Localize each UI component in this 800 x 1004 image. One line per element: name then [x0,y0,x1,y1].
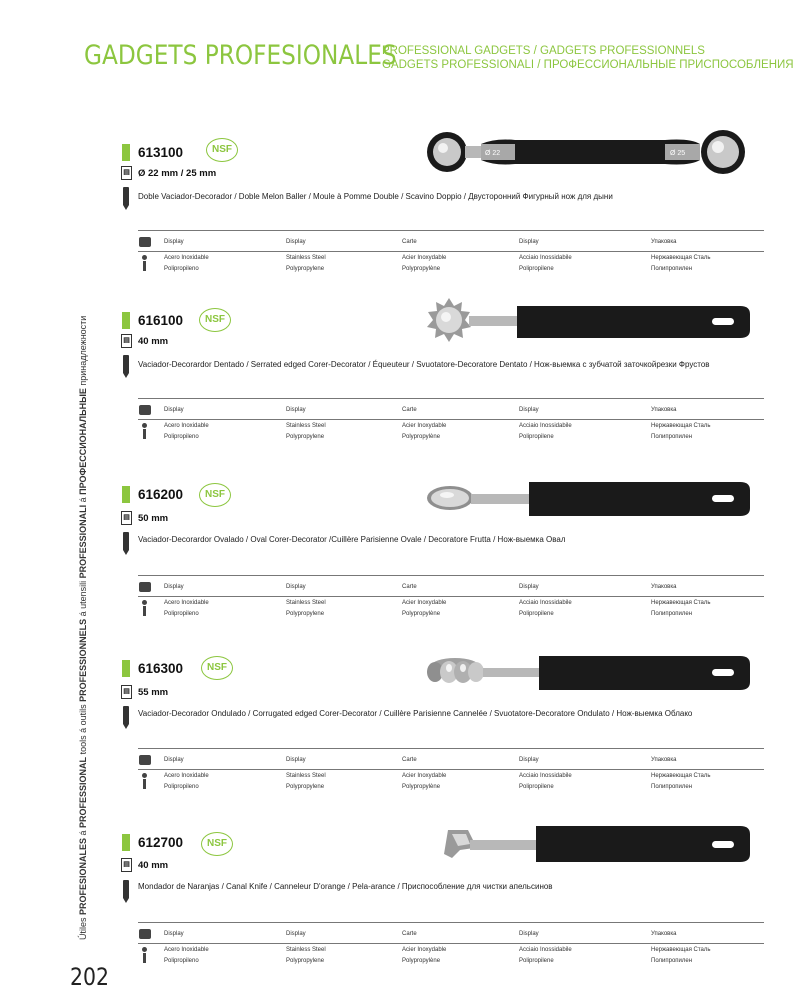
material-cell: Stainless Steel [286,255,326,261]
material-cell: Polypropylène [402,611,441,617]
product-description: Vaciador-Decorardor Ovalado / Oval Corer-Decorator /Cuillère Parisienne Ovale / Decoratore Frutta / Нож-выемка Овал [138,535,566,544]
material-cell: Нержавеющая Сталь [651,773,711,779]
table-divider [138,575,764,576]
table-divider [138,922,764,923]
packaging-cell: Display [286,757,306,763]
material-cell: Acier Inoxydable [402,773,447,779]
table-divider [138,943,764,944]
page-title: GADGETS PROFESIONALES [84,40,397,71]
packaging-cell: Display [164,407,184,413]
table-divider [138,398,764,399]
accent-bar [122,660,130,677]
pencil-icon [123,187,129,205]
product-code: 613100 [138,145,184,160]
product-dimension: 40 mm [138,860,169,871]
material-cell: Acciaio Inossidabile [519,423,572,429]
table-divider [138,748,764,749]
packaging-cell: Display [164,757,184,763]
product-code: 616200 [138,487,184,502]
material-cell: Acero Inoxidable [164,773,209,779]
material-cell: Нержавеющая Сталь [651,255,711,261]
material-icon [142,255,147,271]
nsf-badge: NSF [199,483,231,507]
nsf-badge: NSF [206,138,238,162]
material-icon [142,773,147,789]
packaging-cell: Carte [402,757,417,763]
canal-knife-image [440,820,755,870]
packaging-cell: Display [519,407,539,413]
packaging-cell: Display [519,757,539,763]
product-code: 616100 [138,313,184,328]
material-cell: Полипропилен [651,784,693,790]
side-text-bold: PROFESIONALES [78,837,88,915]
material-cell: Stainless Steel [286,600,326,606]
table-divider [138,596,764,597]
pencil-icon [123,880,129,898]
table-divider [138,419,764,420]
material-cell: Acier Inoxydable [402,947,447,953]
ruler-icon: ▤ [121,511,132,525]
material-cell: Нержавеющая Сталь [651,947,711,953]
tool-mark: Ø 25 [670,150,686,157]
material-cell: Acier Inoxydable [402,255,447,261]
page-subtitle [382,44,794,72]
material-cell: Полипропилен [651,266,693,272]
packaging-cell: Display [164,584,184,590]
ruler-icon: ▤ [121,685,132,699]
material-cell: Acciaio Inossidabile [519,255,572,261]
material-cell: Polipropilene [519,611,554,617]
material-cell: Polipropilene [519,266,554,272]
material-cell: Polipropileno [164,611,199,617]
material-icon [142,947,147,963]
product-description: Doble Vaciador-Decorador / Doble Melon Baller / Moule à Pomme Double / Scavino Doppio / Двусторонний Фигурный нож для дыни [138,192,613,201]
material-cell: Полипропилен [651,958,693,964]
side-text-part: принадлежности [78,315,88,389]
side-text-part: á utensili [78,578,88,619]
material-cell: Polypropylene [286,784,325,790]
side-text-part: tools á outils [78,701,88,757]
material-cell: Полипропилен [651,434,693,440]
side-category-text [78,316,88,940]
packaging-cell: Упаковка [651,239,677,245]
material-cell: Acciaio Inossidabile [519,947,572,953]
double-melon-baller-image [425,128,755,178]
accent-bar [122,144,130,161]
packaging-cell: Display [519,239,539,245]
box-icon [139,405,151,415]
side-text-bold: PROFESSIONALI [78,504,88,579]
box-icon [139,755,151,765]
ruler-icon: ▤ [121,334,132,348]
packaging-cell: Display [286,407,306,413]
material-cell: Нержавеющая Сталь [651,423,711,429]
product-dimension: 50 mm [138,513,169,524]
side-text-part: á [78,494,88,505]
packaging-cell: Display [519,931,539,937]
product-description: Vaciador-Decorardor Dentado / Serrated edged Corer-Decorator / Équeuteur / Svuotatore-Decoratore Dentato / Нож-выемка с зубчатой заточкойрезки Фрустов [138,360,710,369]
material-cell: Polipropileno [164,266,199,272]
ruler-icon: ▤ [121,166,132,180]
material-cell: Нержавеющая Сталь [651,600,711,606]
side-text-part: á [78,827,88,838]
product-dimension: 55 mm [138,687,169,698]
pencil-icon [123,355,129,373]
material-cell: Polipropilene [519,958,554,964]
material-cell: Polipropilene [519,434,554,440]
nsf-badge: NSF [201,656,233,680]
material-cell: Polypropylene [286,958,325,964]
material-cell: Stainless Steel [286,423,326,429]
product-code: 616300 [138,661,184,676]
oval-corer-image [425,474,755,524]
accent-bar [122,312,130,329]
packaging-cell: Display [286,239,306,245]
packaging-cell: Carte [402,239,417,245]
serrated-corer-image [425,296,755,346]
packaging-cell: Display [286,584,306,590]
packaging-cell: Display [164,239,184,245]
material-cell: Stainless Steel [286,947,326,953]
material-cell: Acciaio Inossidabile [519,773,572,779]
material-cell: Polypropylène [402,784,441,790]
material-cell: Acier Inoxydable [402,600,447,606]
material-cell: Acero Inoxidable [164,600,209,606]
pencil-icon [123,706,129,724]
packaging-cell: Display [519,584,539,590]
accent-bar [122,834,130,851]
subtitle-line-2: GADGETS PROFESSIONALI / ПРОФЕССИОНАЛЬНЫЕ ПРИСПОСОБЛЕНИЯ [382,59,794,71]
material-cell: Stainless Steel [286,773,326,779]
packaging-cell: Упаковка [651,584,677,590]
material-cell: Polypropylene [286,611,325,617]
table-divider [138,251,764,252]
nsf-badge: NSF [199,308,231,332]
material-cell: Acier Inoxydable [402,423,447,429]
packaging-cell: Упаковка [651,757,677,763]
material-icon [142,423,147,439]
side-text-bold: PROFESSIONNELS [78,618,88,702]
material-cell: Polypropylène [402,434,441,440]
table-divider [138,769,764,770]
box-icon [139,929,151,939]
packaging-cell: Carte [402,931,417,937]
material-cell: Polypropylene [286,266,325,272]
material-cell: Polipropileno [164,784,199,790]
material-cell: Polypropylène [402,266,441,272]
nsf-badge: NSF [201,832,233,856]
accent-bar [122,486,130,503]
material-cell: Polipropileno [164,434,199,440]
side-text-bold: PROFESSIONAL [78,756,88,828]
material-icon [142,600,147,616]
product-code: 612700 [138,835,184,850]
packaging-cell: Carte [402,407,417,413]
subtitle-line-1: PROFESSIONAL GADGETS / GADGETS PROFESSIONNELS [382,45,705,57]
packaging-cell: Упаковка [651,931,677,937]
table-divider [138,230,764,231]
material-cell: Acciaio Inossidabile [519,600,572,606]
product-dimension: 40 mm [138,336,169,347]
corrugated-corer-image [425,648,755,698]
product-description: Mondador de Naranjas / Canal Knife / Canneleur D'orange / Pela-arance / Приспособление для чистки апельсинов [138,882,553,891]
material-cell: Полипропилен [651,611,693,617]
packaging-cell: Упаковка [651,407,677,413]
packaging-cell: Display [286,931,306,937]
packaging-cell: Display [164,931,184,937]
material-cell: Acero Inoxidable [164,947,209,953]
page-number: 202 [70,963,109,991]
material-cell: Acero Inoxidable [164,255,209,261]
box-icon [139,237,151,247]
material-cell: Polipropileno [164,958,199,964]
product-dimension: Ø 22 mm / 25 mm [138,168,217,179]
box-icon [139,582,151,592]
side-text-bold: ПРОФЕССИОНАЛЬНЫЕ [78,388,88,495]
pencil-icon [123,532,129,550]
ruler-icon: ▤ [121,858,132,872]
tool-mark: Ø 22 [485,150,501,157]
material-cell: Polipropilene [519,784,554,790]
packaging-cell: Carte [402,584,417,590]
material-cell: Polypropylene [286,434,325,440]
product-description: Vaciador-Decorador Ondulado / Corrugated edged Corer-Decorator / Cuillère Parisienne Cannelée / Svuotatore-Decoratore Ondulato / Нож-выемка Облако [138,709,693,718]
material-cell: Polypropylène [402,958,441,964]
side-text-part: Útiles [78,914,88,940]
material-cell: Acero Inoxidable [164,423,209,429]
